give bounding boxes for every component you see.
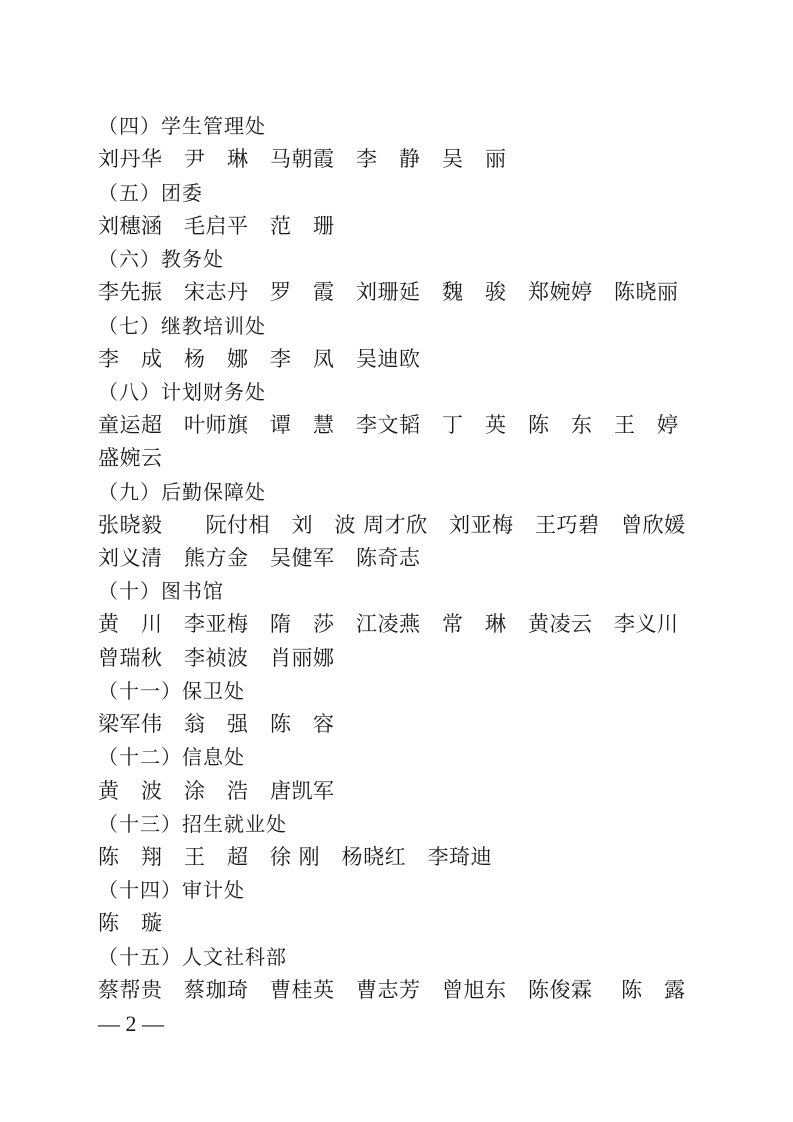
section-heading-14: （十四）审计处: [98, 878, 245, 902]
staff-names-line: 黄 川 李亚梅 隋 莎 江凌燕 常 琳 黄凌云 李义川: [98, 612, 679, 636]
section-heading-9: （九）后勤保障处: [98, 480, 266, 504]
section-heading-7: （七）继教培训处: [98, 314, 266, 338]
staff-names-line: 蔡帮贵 蔡珈琦 曹桂英 曹志芳 曾旭东 陈俊霖 陈 露: [98, 978, 686, 1002]
section-heading-4: （四）学生管理处: [98, 114, 266, 138]
staff-names-line: 黄 波 涂 浩 唐凯军: [98, 779, 335, 803]
staff-names-line: 张晓毅 阮付相 刘 波 周才欣 刘亚梅 王巧碧 曾欣媛: [98, 513, 686, 537]
staff-names-line: 李先振 宋志丹 罗 霞 刘珊延 魏 骏 郑婉婷 陈晓丽: [98, 280, 679, 304]
staff-names-line: 李 成 杨 娜 李 凤 吴迪欧: [98, 347, 421, 371]
staff-names-line: 梁军伟 翁 强 陈 容: [98, 712, 335, 736]
section-heading-13: （十三）招生就业处: [98, 812, 287, 836]
staff-names-line: 刘丹华 尹 琳 马朝霞 李 静 吴 丽: [98, 147, 507, 171]
staff-names-line: 曾瑞秋 李祯波 肖丽娜: [98, 646, 335, 670]
section-heading-8: （八）计划财务处: [98, 380, 266, 404]
staff-names-line: 陈 璇: [98, 911, 163, 935]
section-heading-10: （十）图书馆: [98, 579, 224, 603]
section-heading-11: （十一）保卫处: [98, 679, 245, 703]
section-heading-12: （十二）信息处: [98, 745, 245, 769]
staff-names-line: 刘义清 熊方金 吴健军 陈奇志: [98, 546, 421, 570]
staff-names-line: 童运超 叶师旗 谭 慧 李文韬 丁 英 陈 东 王 婷: [98, 413, 679, 437]
staff-names-line: 陈 翔 王 超 徐 刚 杨晓红 李琦迪: [98, 845, 493, 869]
section-heading-15: （十五）人文社科部: [98, 945, 287, 969]
section-heading-6: （六）教务处: [98, 247, 224, 271]
page-number: — 2 —: [98, 1011, 164, 1036]
staff-names-line: 刘穗涵 毛启平 范 珊: [98, 214, 335, 238]
section-heading-5: （五）团委: [98, 181, 203, 205]
staff-names-line: 盛婉云: [98, 446, 163, 470]
